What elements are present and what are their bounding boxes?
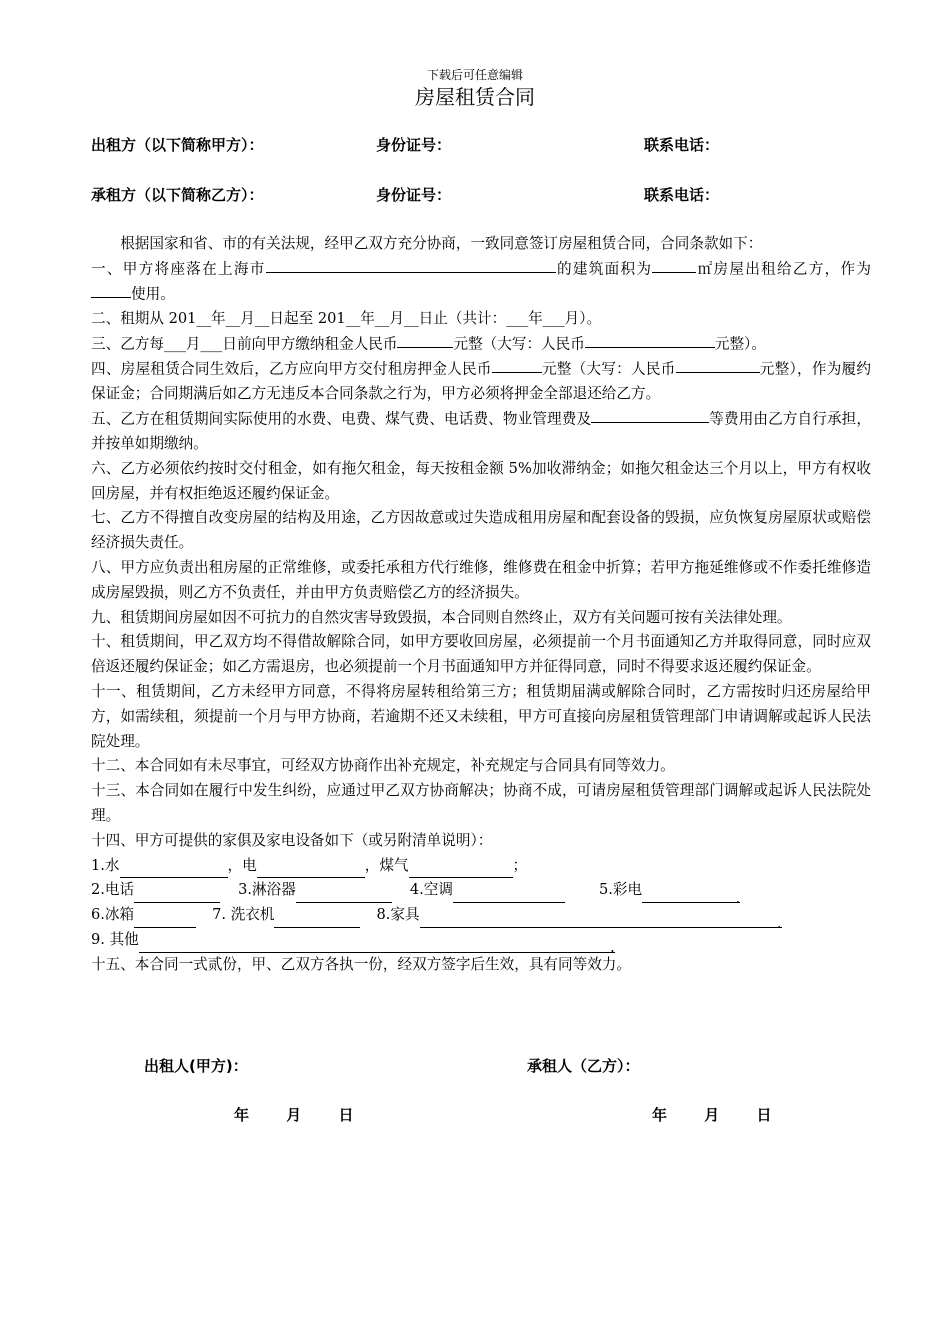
item-ac-blank[interactable] [453,887,565,903]
lessee-date-month: 月 [704,1106,720,1124]
lessee-phone-label: 联系电话： [644,186,720,204]
clause-9: 九、租赁期间房屋如因不可抗力的自然灾害导致毁损，本合同则自然终止，双方有关问题可按有关法律处理。 [91,608,792,626]
clause-13: 十三、本合同如在履行中发生纠纷，应通过甲乙双方协商解决；协商不成，可请房屋租赁管理部门调解或起诉人民法院处理。 [91,782,871,824]
usage-blank[interactable] [91,282,131,298]
clause-15: 十五、本合同一式贰份，甲、乙双方各执一份，经双方签字后生效，具有同等效力。 [91,955,631,973]
other-fees-blank[interactable] [591,407,709,423]
clause-4-part-a: 四、房屋租赁合同生效后，乙方应向甲方交付租房押金人民币 [91,360,492,378]
item-washer-blank[interactable] [274,912,360,928]
lessee-date-day: 日 [756,1106,772,1124]
clause-2: 二、租期从 201__年__月__日起至 201__年__月__日止（共计：___年___月）。 [91,310,602,328]
clause-3 [91,332,871,357]
item-gas-label: ，煤气 [364,856,409,874]
lessor-date-year: 年 [234,1106,250,1124]
items-row-2 [91,878,871,907]
clause-4 [91,357,871,407]
item-tv-label: 5.彩电 [598,881,643,899]
item-furniture-blank[interactable] [420,912,782,932]
lessor-label: 出租方（以下简称甲方）： [91,136,264,154]
clause-4-part-b: 元整（大写：人民币 [541,360,676,378]
item-phone-label: 2.电话 [91,881,135,899]
page-title: 房屋租赁合同 [415,85,535,109]
item-washer-label: 7. 洗衣机 [212,906,275,924]
clause-1-part-d: 使用。 [131,285,175,303]
items-row-3 [91,903,871,932]
item-furniture-label: 8.家具 [376,906,420,924]
item-shower-label: 3.淋浴器 [238,881,296,899]
lessor-phone-label: 联系电话： [644,136,720,154]
header-note: 下载后可任意编辑 [426,68,523,82]
item-shower-blank[interactable] [296,887,392,903]
lessor-date-month: 月 [286,1106,302,1124]
clause-10: 十、租赁期间，甲乙双方均不得借故解除合同，如甲方要收回房屋，必须提前一个月书面通知乙方并取得同意，同时应双倍返还履约保证金；如乙方需退房，也必须提前一个月书面通知甲方并征得同意，同时不得要求返还履约保证金。 [91,633,871,676]
clause-1 [91,257,871,307]
clause-3-part-c: 元整）。 [714,335,766,353]
item-electric-blank[interactable] [257,862,365,878]
lessor-id-label: 身份证号： [376,136,452,154]
clause-6: 六、乙方必须依约按时交付租金，如有拖欠租金，每天按租金额 5%加收滞纳金；如拖欠租金达三个月以上，甲方有权收回房屋，并有权拒绝返还履约保证金。 [91,459,871,502]
lessor-date [234,1104,354,1125]
item-water-blank[interactable] [120,862,228,878]
item-tv-period: . [735,889,741,907]
clause-5 [91,407,871,457]
item-other-period: . [610,939,615,957]
clause-14: 十四、甲方可提供的家俱及家电设备如下（或另附清单说明）： [91,831,493,849]
lessor-signature-label: 出租人(甲方)： [144,1057,248,1075]
item-water-label: 1.水 [91,856,120,874]
clause-11: 十一、租赁期间，乙方未经甲方同意，不得将房屋转租给第三方；租赁期届满或解除合同时，乙方需按时归还房屋给甲方，如需续租，须提前一个月与甲方协商，若逾期不还又未续租，甲方可直接向房屋租赁管理部门申请调解或起诉人民法院处理。 [91,682,871,750]
clause-7: 七、乙方不得擅自改变房屋的结构及用途，乙方因故意或过失造成租用房屋和配套设备的毁损，应负恢复房屋原状或赔偿经济损失责任。 [91,509,871,552]
item-phone-blank[interactable] [134,887,220,903]
lessee-label: 承租方（以下简称乙方）： [91,186,264,204]
lessee-signature-label: 承租人（乙方）： [527,1057,640,1075]
deposit-amount-blank[interactable] [492,357,542,373]
area-blank[interactable] [652,257,696,273]
items-row-4 [91,928,871,957]
deposit-words-blank[interactable] [676,357,760,373]
contract-body [91,232,871,978]
item-fridge-blank[interactable] [134,912,196,928]
clause-1-part-b: 的建筑面积为 [555,260,653,278]
clause-5-part-a: 五、乙方在租赁期间实际使用的水费、电费、煤气费、电话费、物业管理费及 [91,410,592,428]
lessee-date-year: 年 [652,1106,668,1124]
item-tv-blank[interactable] [642,887,741,907]
item-gas-blank[interactable] [409,862,513,878]
clause-5-part-b: 等费用由乙方自行承担，并按单如期缴纳。 [91,410,871,453]
clause-3-part-b: 元整（大写：人民币 [453,335,585,353]
clause-1-part-a: 一、甲方将座落在上海市 [91,260,266,278]
item-ac-label: 4.空调 [409,881,453,899]
item-electric-label: ，电 [227,856,257,874]
lessor-date-day: 日 [338,1106,354,1124]
item-furniture-period: . [776,914,782,932]
rent-words-blank[interactable] [585,332,715,348]
clause-3-part-a: 三、乙方每___月___日前向甲方缴纳租金人民币 [91,335,398,353]
lessee-id-label: 身份证号： [376,186,452,204]
intro-paragraph: 根据国家和省、市的有关法规，经甲乙双方充分协商，一致同意签订房屋租赁合同，合同条款如下： [120,235,763,252]
item-semicolon: ； [512,856,528,874]
lessee-date [652,1104,772,1125]
address-blank[interactable] [266,257,556,273]
item-other-label: 9. 其他 [91,930,139,948]
items-row-1 [91,854,871,879]
rent-amount-blank[interactable] [397,332,453,348]
item-fridge-label: 6.冰箱 [91,906,135,924]
clause-12: 十二、本合同如有未尽事宜，可经双方协商作出补充规定，补充规定与合同具有同等效力。 [91,757,675,775]
clause-4-part-c: 元整），作为履约保证金；合同期满后如乙方无违反本合同条款之行为，甲方必须将押金全部退还给乙方。 [91,360,871,403]
clause-8: 八、甲方应负责出租房屋的正常维修，或委托承租方代行维修，维修费在租金中折算；若甲方拖延维修或不作委托维修造成房屋毁损，则乙方不负责任，并由甲方负责赔偿乙方的经济损失。 [91,559,871,601]
clause-1-part-c: ㎡房屋出租给乙方，作为 [696,260,871,278]
item-other-blank[interactable] [139,936,615,957]
